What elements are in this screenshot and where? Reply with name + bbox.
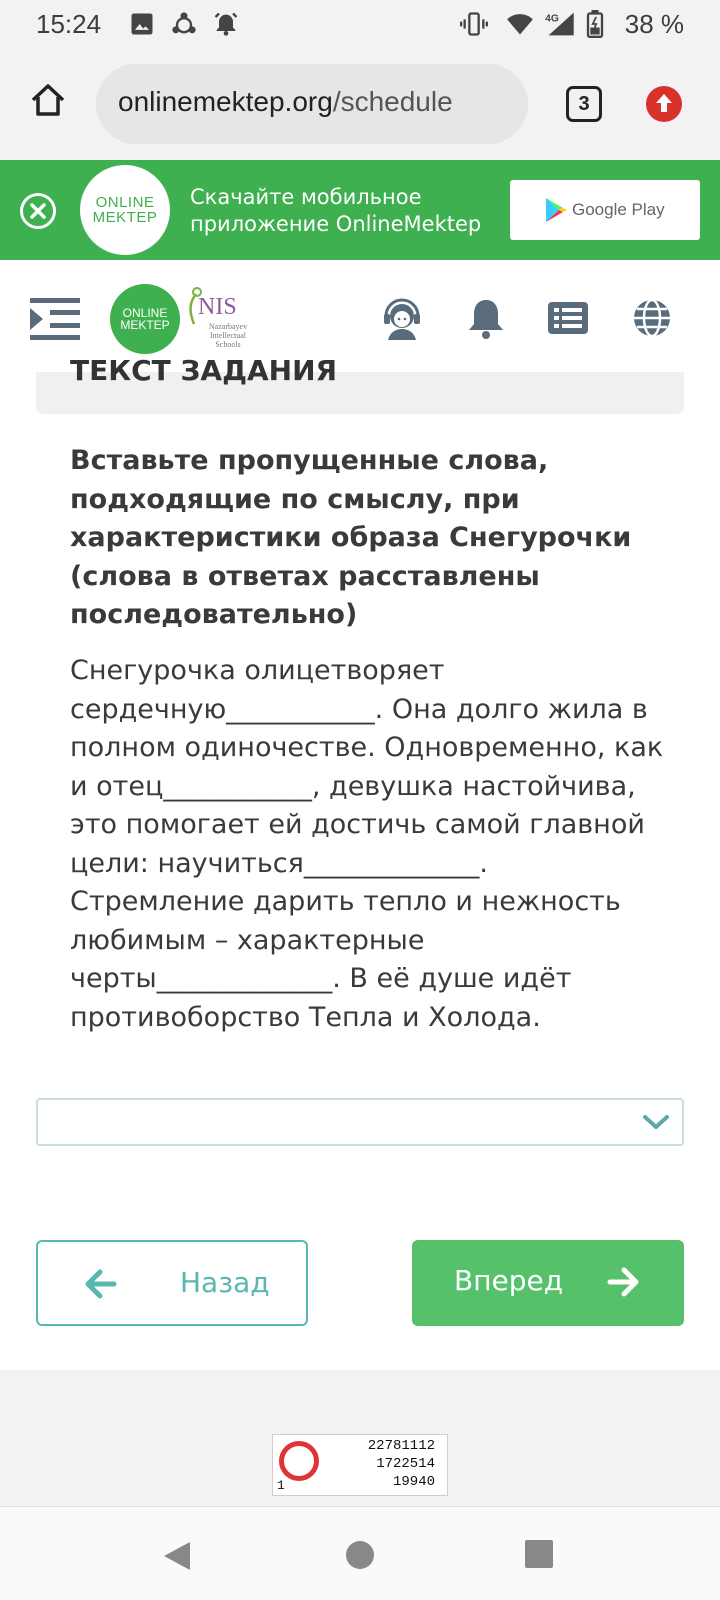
list-icon[interactable] xyxy=(546,296,590,340)
status-bar xyxy=(0,0,720,50)
nis-logo-text: NIS xyxy=(198,294,237,320)
back-button[interactable] xyxy=(36,1240,308,1326)
arrow-right-icon xyxy=(608,1268,638,1296)
menu-icon[interactable] xyxy=(30,296,80,342)
vibrate-icon xyxy=(460,10,488,38)
counter-ring-icon xyxy=(279,1441,319,1481)
nis-sub-line3: Schools xyxy=(215,340,241,349)
banner-logo-line1: ONLINE xyxy=(95,194,155,211)
task-header-title: ТЕКСТ ЗАДАНИЯ xyxy=(70,354,338,387)
alarm-icon xyxy=(212,10,240,38)
onlinemektep-logo xyxy=(80,165,170,255)
banner-text xyxy=(190,184,481,238)
close-icon xyxy=(23,196,53,226)
nis-sub-line1: Nazarbayev xyxy=(208,322,248,331)
task-question: Вставьте пропущенные слова, подходящие по смыслу, при характеристики образа Снегурочки (слова в ответах расставлены последовательно) xyxy=(70,445,632,630)
url-path: /schedule xyxy=(332,86,453,117)
site-logo[interactable] xyxy=(110,284,180,354)
system-nav-bar xyxy=(0,1506,720,1600)
chevron-down-icon xyxy=(642,1112,670,1132)
site-logo-line1: ONLINE xyxy=(122,306,168,320)
nav-home-icon[interactable] xyxy=(344,1539,376,1571)
image-icon xyxy=(128,10,156,38)
update-icon[interactable] xyxy=(646,86,682,122)
nis-logo xyxy=(184,286,248,354)
bell-icon[interactable] xyxy=(464,296,508,340)
counter-line2: 1722514 xyxy=(376,1456,435,1472)
task-header xyxy=(36,354,684,414)
nis-logo-subtitle xyxy=(198,322,258,349)
banner-logo-line2: MEKTEP xyxy=(92,209,158,226)
next-button-label: Вперед xyxy=(454,1264,564,1297)
battery-percent: 38 % xyxy=(624,9,684,39)
support-icon[interactable] xyxy=(380,296,424,340)
tab-switcher-button[interactable]: 3 xyxy=(566,86,602,122)
answer-select[interactable] xyxy=(36,1098,684,1146)
next-button[interactable] xyxy=(412,1240,684,1326)
task-passage: Снегурочка олицетворяет сердечную___________. Она долго жила в полном одиночестве. Одновременно, как и отец___________, девушка настойчива, это помогает ей достичь самой главной цели: научиться_____________. Стремление дарить тепло и нежность любимым – характерные черты_____________. В её душе идёт противоборство Тепла и Холода. xyxy=(70,655,664,1033)
globe-icon[interactable] xyxy=(630,296,674,340)
site-logo-line2: MEKTEP xyxy=(120,318,170,332)
nis-sub-line2: Intellectual xyxy=(210,331,246,340)
counter-line3: 19940 xyxy=(392,1474,435,1490)
nav-recents-icon[interactable] xyxy=(524,1539,554,1569)
url-domain: onlinemektep.org xyxy=(118,86,333,117)
wifi-icon xyxy=(506,10,534,38)
arrow-up-icon xyxy=(646,86,682,122)
google-play-label: Google Play xyxy=(572,200,665,219)
url-text xyxy=(118,86,453,118)
status-time: 15:24 xyxy=(36,9,102,39)
visit-counter[interactable] xyxy=(272,1434,448,1496)
arrow-left-icon xyxy=(86,1270,116,1298)
counter-line1: 22781112 xyxy=(367,1438,435,1454)
app-download-banner xyxy=(0,160,720,260)
address-bar[interactable] xyxy=(96,64,528,144)
banner-text-line2: приложение OnlineMektep xyxy=(190,212,482,236)
google-play-button[interactable] xyxy=(510,180,700,240)
home-icon[interactable] xyxy=(28,80,68,120)
battery-icon xyxy=(586,10,604,38)
counter-corner: 1 xyxy=(277,1478,285,1493)
back-button-label: Назад xyxy=(180,1266,270,1299)
task-card xyxy=(0,354,720,1370)
nav-back-icon[interactable] xyxy=(160,1539,194,1573)
sync-icon xyxy=(170,10,198,38)
network-label: 4G xyxy=(545,13,559,25)
banner-text-line1: Скачайте мобильное xyxy=(190,185,422,209)
signal-icon xyxy=(544,10,576,38)
close-banner-icon[interactable] xyxy=(20,193,56,229)
browser-toolbar xyxy=(0,50,720,160)
google-play-icon xyxy=(544,197,568,223)
